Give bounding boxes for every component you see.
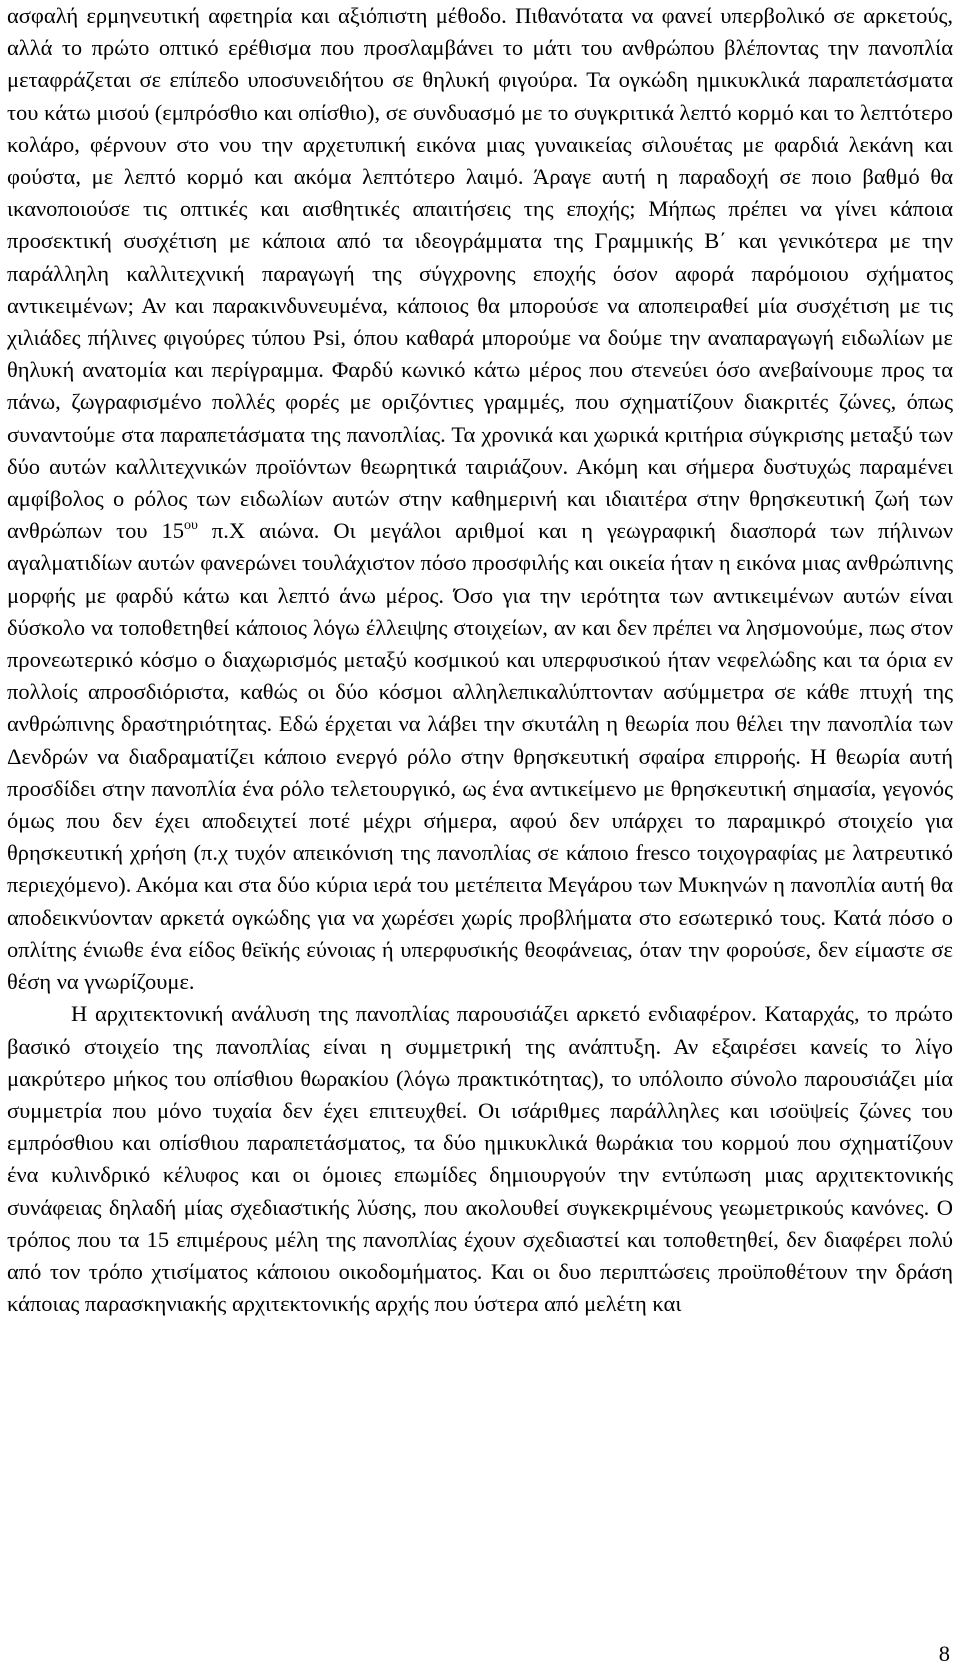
page-number: 8 — [938, 1641, 950, 1666]
century-superscript: ου — [184, 518, 198, 534]
paragraph-1-text-continued: π.Χ αιώνα. Οι μεγάλοι αριθμοί και η γεωγραφική διασπορά των πήλινων αγαλματιδίων αυτών φανερώνει τουλάχιστον πόσο προσφιλής και οικεία ήταν η εικόνα μιας ανθρώπινης μορφής με φαρδύ κάτω και λεπτό άνω μέρος. Όσο για την ιερότητα των αντικειμένων αυτών είναι δύσκολο να τοποθετηθεί κάποιος λόγω έλλειψης στοιχείων, αν και δεν πρέπει να λησμονούμε, πως στον προνεωτερικό κόσμο ο διαχωρισμός μεταξύ κοσμικού και υπερφυσικού ήταν νεφελώδης και τα όρια εν πολλοίς απροσδιόριστα, καθώς οι δύο κόσμοι αλληλεπικαλύπτονταν ασύμμετρα σε κάθε πτυχή της ανθρώπινης δραστηριότητας. Εδώ έρχεται να λάβει την σκυτάλη η θεωρία που θέλει την πανοπλία των Δενδρών να διαδραματίζει κάποιο ενεργό ρόλο στην θρησκευτική σφαίρα επιρροής. Η θεωρία αυτή προσδίδει στην πανοπλία ένα ρόλο τελετουργικό, ως ένα αντικείμενο με θρησκευτική σημασία, γεγονός όμως που δεν έχει αποδειχτεί ποτέ μέχρι σήμερα, αφού δεν υπάρχει το παραμικρό στοιχείο για θρησκευτική χρήση (π.χ τυχόν απεικόνιση της πανοπλίας σε κάποιο fresco τοιχογραφίας με λατρευτικό περιεχόμενο). Ακόμα και στα δύο κύρια ιερά του μετέπειτα Μεγάρου των Μυκηνών η πανοπλία αυτή θα αποδεικνύονταν αρκετά ογκώδης για να χωρέσει χωρίς προβλήματα στο εσωτερικό τους. Κατά πόσο ο οπλίτης ένιωθε ένα είδος θεϊκής εύνοιας ή υπερφυσικής θεοφάνειας, όταν την φορούσε, δεν είμαστε σε θέση να γνωρίζουμε. — [7, 518, 953, 995]
paragraph-1 — [7, 0, 953, 998]
body-text — [7, 0, 953, 1320]
paragraph-2: Η αρχιτεκτονική ανάλυση της πανοπλίας παρουσιάζει αρκετό ενδιαφέρον. Καταρχάς, το πρώτο βασικό στοιχείο της πανοπλίας είναι η συμμετρική της ανάπτυξη. Αν εξαιρέσει κανείς το λίγο μακρύτερο μήκος του οπίσθιου θωρακίου (λόγω πρακτικότητας), το υπόλοιπο σύνολο παρουσιάζει μία συμμετρία που μόνο τυχαία δεν έχει επιτευχθεί. Οι ισάριθμες παράλληλες και ισοϋψείς ζώνες του εμπρόσθιου και οπίσθιου παραπετάσματος, τα δύο ημικυκλικά θωράκια του κορμού που σχηματίζουν ένα κυλινδρικό κέλυφος και οι όμοιες επωμίδες δημιουργούν την εντύπωση μιας αρχιτεκτονικής συνάφειας δηλαδή μίας σχεδιαστικής λύσης, που ακολουθεί συγκεκριμένους γεωμετρικούς κανόνες. Ο τρόπος που τα 15 επιμέρους μέλη της πανοπλίας έχουν σχεδιαστεί και τοποθετηθεί, δεν διαφέρει πολύ από τον τρόπο χτισίματος κάποιου οικοδομήματος. Και οι δυο περιπτώσεις προϋποθέτουν την δράση κάποιας παρασκηνιακής αρχιτεκτονικής αρχής που ύστερα από μελέτη και — [7, 1001, 953, 1317]
paragraph-1-text: ασφαλή ερμηνευτική αφετηρία και αξιόπιστη μέθοδο. Πιθανότατα να φανεί υπερβολικό σε αρκετούς, αλλά το πρώτο οπτικό ερέθισμα που προσλαμβάνει το μάτι του ανθρώπου βλέποντας την πανοπλία μεταφράζεται σε επίπεδο υποσυνειδήτου σε θηλυκή φιγούρα. Τα ογκώδη ημικυκλικά παραπετάσματα του κάτω μισού (εμπρόσθιο και οπίσθιο), σε συνδυασμό με το συγκριτικά λεπτό κορμό και το λεπτότερο κολάρο, φέρνουν στο νου την αρχετυπική εικόνα μιας γυναικείας σιλουέτας με φαρδιά λεκάνη και φούστα, με λεπτό κορμό και ακόμα λεπτότερο λαιμό. Άραγε αυτή η παραδοχή σε ποιο βαθμό θα ικανοποιούσε τις οπτικές και αισθητικές απαιτήσεις της εποχής; Μήπως πρέπει να γίνει κάποια προσεκτική συσχέτιση με κάποια από τα ιδεογράμματα της Γραμμικής Β΄ και γενικότερα με την παράλληλη καλλιτεχνική παραγωγή της σύγχρονης εποχής όσον αφορά παρόμοιου σχήματος αντικειμένων; Αν και παρακινδυνευμένα, κάποιος θα μπορούσε να αποπειραθεί μία συσχέτιση με τις χιλιάδες πήλινες φιγούρες τύπου Psi, όπου καθαρά μπορούμε να δούμε την αναπαραγωγή ειδωλίων με θηλυκή ανατομία και περίγραμμα. Φαρδύ κωνικό κάτω μέρος που στενεύει όσο ανεβαίνουμε προς τα πάνω, ζωγραφισμένο πολλές φορές με οριζόντιες γραμμές, που σχηματίζουν διακριτές ζώνες, όπως συναντούμε στα παραπετάσματα της πανοπλίας. Τα χρονικά και χωρικά κριτήρια σύγκρισης μεταξύ των δύο αυτών καλλιτεχνικών προϊόντων θεωρητικά ταιριάζουν. Ακόμη και σήμερα δυστυχώς παραμένει αμφίβολος ο ρόλος των ειδωλίων αυτών στην καθημερινή και ιδιαιτέρα στην θρησκευτική ζωή των ανθρώπων του 15 — [7, 3, 953, 544]
